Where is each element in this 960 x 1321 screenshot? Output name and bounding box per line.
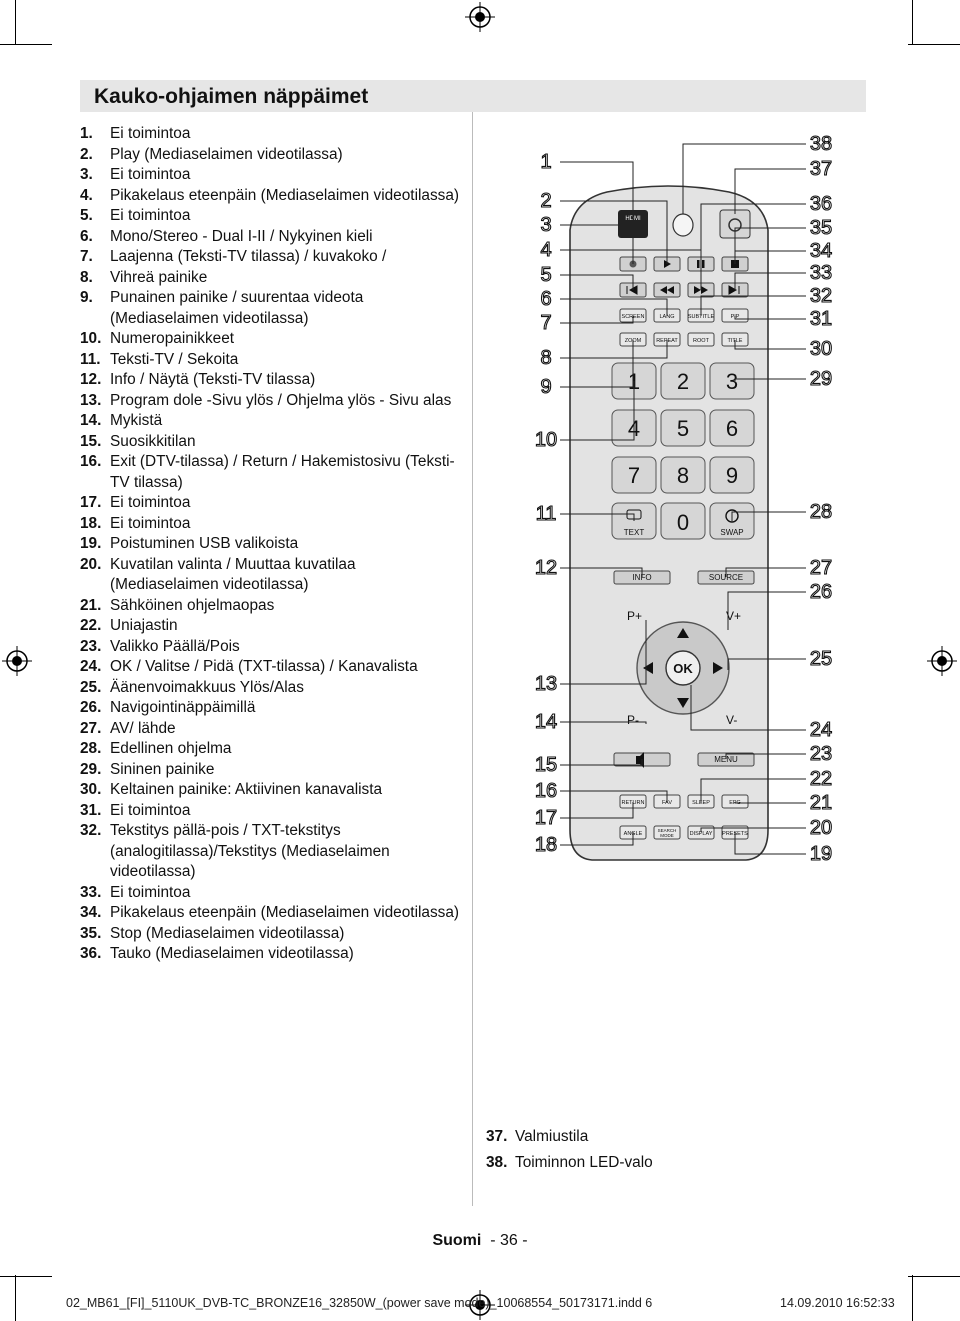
item-text: Navigointinäppäimillä xyxy=(110,699,256,716)
list-item xyxy=(80,678,460,699)
title-label: TITLE xyxy=(727,338,743,344)
item-number: 26. xyxy=(80,699,102,716)
digit-8: 8 xyxy=(676,463,690,488)
item-text: Ei toimintoa xyxy=(110,883,191,901)
list-item xyxy=(80,206,460,227)
item-text: Poistuminen USB valikoista xyxy=(110,535,299,552)
callout-left-6: 6 xyxy=(540,288,552,310)
button-description-list xyxy=(80,124,460,965)
callout-left-10: 10 xyxy=(534,429,558,451)
crop-mark xyxy=(0,1276,52,1277)
item-text: Vihreä painike xyxy=(110,268,208,286)
item-text: Uniajastin xyxy=(110,617,178,634)
digit-0: 0 xyxy=(676,510,690,535)
item-number: 28. xyxy=(80,740,102,757)
item-text: Mykistä xyxy=(110,412,163,429)
callout-right-32: 32 xyxy=(809,285,833,307)
button-description-list-continued xyxy=(486,1124,653,1176)
screen-label: SCREEN xyxy=(621,314,645,320)
sleep-label: SLEEP xyxy=(692,800,710,806)
callout-right-27: 27 xyxy=(809,557,833,579)
callout-left-8: 8 xyxy=(540,347,552,369)
list-item xyxy=(80,165,460,186)
callout-left-14: 14 xyxy=(534,711,558,733)
item-number: 2. xyxy=(80,145,93,163)
item-text: Numeropainikkeet xyxy=(110,330,235,347)
item-number: 29. xyxy=(80,760,102,778)
item-text: Valmiustila xyxy=(515,1128,589,1145)
list-item xyxy=(80,801,460,822)
crop-mark xyxy=(912,0,913,44)
digit-5: 5 xyxy=(676,416,690,441)
item-number: 10. xyxy=(80,330,102,347)
callout-left-3: 3 xyxy=(540,214,552,236)
crop-mark xyxy=(15,0,16,44)
item-text: Teksti-TV / Sekoita xyxy=(110,350,239,368)
v-plus-label: V+ xyxy=(726,609,742,623)
item-number: 22. xyxy=(80,617,102,634)
pause-icon xyxy=(697,260,700,268)
item-number: 18. xyxy=(80,514,102,532)
item-number: 1. xyxy=(80,125,93,142)
list-item xyxy=(80,883,460,904)
slug-timestamp: 14.09.2010 16:52:33 xyxy=(780,1296,895,1310)
callout-right-29: 29 xyxy=(809,368,833,390)
list-item xyxy=(486,1124,653,1150)
list-item xyxy=(80,186,460,207)
epg-label: EPG xyxy=(729,800,741,806)
item-number: 37. xyxy=(486,1128,508,1145)
list-item xyxy=(80,698,460,719)
digit-6: 6 xyxy=(725,416,739,441)
item-text: Sininen painike xyxy=(110,760,215,778)
item-text: Valikko Päällä/Pois xyxy=(110,637,240,655)
digit-4: 4 xyxy=(627,416,641,441)
item-number: 9. xyxy=(80,289,93,306)
list-item xyxy=(80,514,460,535)
item-number: 3. xyxy=(80,166,93,183)
item-text: Play (Mediaselaimen videotilassa) xyxy=(110,145,343,163)
list-item xyxy=(80,350,460,371)
item-text: Stop (Mediaselaimen videotilassa) xyxy=(110,924,345,942)
callout-left-17: 17 xyxy=(534,807,558,829)
list-item xyxy=(80,616,460,637)
item-number: 11. xyxy=(80,350,101,368)
item-number: 24. xyxy=(80,658,102,675)
fav-label: FAV xyxy=(662,800,672,806)
item-text: Program dole -Sivu ylös / Ohjelma ylös - Sivu alas xyxy=(110,391,452,409)
root-label: ROOT xyxy=(693,338,709,344)
item-text: Suosikkitilan xyxy=(110,432,196,450)
callout-right-19: 19 xyxy=(809,843,833,865)
item-text: OK / Valitse / Pidä (TXT-tilassa) / Kanavalista xyxy=(110,658,418,675)
item-text: Punainen painike / suurentaa videota (Mediaselaimen videotilassa) xyxy=(110,289,364,327)
item-text: Pikakelaus eteenpäin (Mediaselaimen videotilassa) xyxy=(110,186,460,204)
item-number: 15. xyxy=(80,432,102,450)
callout-left-16: 16 xyxy=(534,780,558,802)
item-number: 4. xyxy=(80,186,93,204)
list-item xyxy=(80,534,460,555)
remote-control-diagram xyxy=(496,130,846,870)
callout-right-26: 26 xyxy=(809,581,833,603)
item-number: 21. xyxy=(80,596,102,614)
crop-mark xyxy=(908,1276,960,1277)
item-number: 16. xyxy=(80,453,102,470)
list-item xyxy=(486,1150,653,1176)
hdmi-label: HDMI xyxy=(625,216,641,222)
item-text: Keltainen painike: Aktiivinen kanavalista xyxy=(110,781,383,798)
callout-left-13: 13 xyxy=(534,673,558,695)
list-item xyxy=(80,268,460,289)
list-item xyxy=(80,821,460,883)
display-label: DISPLAY xyxy=(689,831,713,837)
digit-2: 2 xyxy=(676,369,690,394)
list-item xyxy=(80,924,460,945)
callout-left-1: 1 xyxy=(540,151,552,173)
list-item xyxy=(80,227,460,248)
list-item xyxy=(80,288,460,329)
item-number: 33. xyxy=(80,883,102,901)
callout-left-18: 18 xyxy=(534,834,558,856)
callout-right-33: 33 xyxy=(809,262,833,284)
source-label: SOURCE xyxy=(708,573,744,582)
swap-label: SWAP xyxy=(720,528,744,537)
return-label: RETURN xyxy=(621,800,645,806)
right-callout-numbers xyxy=(810,133,832,865)
pip-label: PIP xyxy=(730,314,740,320)
item-number: 12. xyxy=(80,371,102,388)
callout-right-28: 28 xyxy=(809,501,833,523)
item-number: 14. xyxy=(80,412,102,429)
item-text: Tekstitys pällä-pois / TXT-tekstitys (analogitilassa)/Tekstitys (Mediaselaimen videotilassa) xyxy=(110,822,390,880)
list-item xyxy=(80,145,460,166)
item-number: 36. xyxy=(80,945,102,962)
repeat-label: REPEAT xyxy=(656,338,678,344)
list-item xyxy=(80,596,460,617)
item-number: 20. xyxy=(80,555,102,573)
callout-left-2: 2 xyxy=(540,190,552,212)
callout-right-35: 35 xyxy=(809,217,833,239)
registration-mark-icon xyxy=(927,646,957,676)
callout-left-11: 11 xyxy=(535,503,557,525)
list-item xyxy=(80,903,460,924)
item-number: 25. xyxy=(80,678,102,696)
item-number: 32. xyxy=(80,822,102,839)
item-number: 19. xyxy=(80,535,102,552)
list-item xyxy=(80,432,460,453)
item-text: Pikakelaus eteenpäin (Mediaselaimen videotilassa) xyxy=(110,904,460,921)
item-number: 35. xyxy=(80,924,102,942)
footer-language: Suomi xyxy=(432,1232,482,1249)
item-number: 31. xyxy=(80,801,102,819)
item-number: 8. xyxy=(80,268,93,286)
item-number: 38. xyxy=(486,1154,508,1171)
item-text: Mono/Stereo - Dual I-II / Nykyinen kieli xyxy=(110,227,373,245)
search-label: SEARCH xyxy=(657,828,677,833)
registration-mark-icon xyxy=(465,2,495,32)
list-item xyxy=(80,452,460,493)
item-text: Ei toimintoa xyxy=(110,125,191,142)
column-divider xyxy=(472,112,473,1206)
digit-7: 7 xyxy=(627,463,641,488)
v-minus-label: V- xyxy=(726,713,738,727)
p-plus-label: P+ xyxy=(627,609,643,623)
callout-right-37: 37 xyxy=(809,158,833,180)
callout-right-34: 34 xyxy=(809,240,833,262)
list-item xyxy=(80,760,460,781)
item-text: Info / Näytä (Teksti-TV tilassa) xyxy=(110,371,316,388)
item-number: 27. xyxy=(80,719,102,737)
item-text: AV/ lähde xyxy=(110,719,176,737)
callout-right-30: 30 xyxy=(809,338,833,360)
list-item xyxy=(80,493,460,514)
angle-label: ANGLE xyxy=(623,831,643,837)
list-item xyxy=(80,329,460,350)
list-item xyxy=(80,739,460,760)
info-label: INFO xyxy=(632,573,652,582)
led-indicator-icon xyxy=(673,214,693,236)
page-number: - 36 - xyxy=(490,1232,528,1249)
list-item xyxy=(80,370,460,391)
callout-left-9: 9 xyxy=(540,376,552,398)
item-text: Tauko (Mediaselaimen videotilassa) xyxy=(110,945,354,962)
callout-right-23: 23 xyxy=(809,743,833,765)
digit-1: 1 xyxy=(627,369,641,394)
list-item xyxy=(80,944,460,965)
p-minus-label: P- xyxy=(627,713,639,727)
item-number: 23. xyxy=(80,637,102,655)
callout-left-4: 4 xyxy=(540,239,552,261)
ok-label: OK xyxy=(673,661,693,676)
item-text: Ei toimintoa xyxy=(110,801,191,819)
section-header xyxy=(80,80,866,112)
page-title: Kauko-ohjaimen näppäimet xyxy=(94,85,369,108)
list-item xyxy=(80,637,460,658)
mode-label: MODE xyxy=(660,833,674,838)
item-text: Kuvatilan valinta / Muuttaa kuvatilaa (Mediaselaimen videotilassa) xyxy=(110,555,356,593)
item-text: Exit (DTV-tilassa) / Return / Hakemistosivu (Teksti-TV tilassa) xyxy=(110,453,455,491)
item-text: Laajenna (Teksti-TV tilassa) / kuvakoko / xyxy=(110,248,387,265)
left-callout-numbers xyxy=(535,151,557,856)
list-item xyxy=(80,391,460,412)
callout-right-38: 38 xyxy=(809,133,833,155)
presets-label: PRESETS xyxy=(722,831,748,837)
item-text: Ei toimintoa xyxy=(110,207,191,224)
list-item xyxy=(80,247,460,268)
item-number: 6. xyxy=(80,227,93,245)
item-number: 13. xyxy=(80,391,102,409)
item-number: 7. xyxy=(80,248,93,265)
callout-right-36: 36 xyxy=(809,193,833,215)
callout-left-12: 12 xyxy=(534,557,558,579)
registration-mark-icon xyxy=(2,646,32,676)
slug-filename: 02_MB61_[FI]_5110UK_DVB-TC_BRONZE16_32850W_(power save mode)_10068554_50173171.indd 6 xyxy=(66,1296,653,1310)
list-item xyxy=(80,124,460,145)
crop-mark xyxy=(908,44,960,45)
item-number: 30. xyxy=(80,781,102,798)
callout-left-7: 7 xyxy=(540,312,552,334)
list-item xyxy=(80,719,460,740)
item-text: Toiminnon LED-valo xyxy=(515,1154,653,1171)
digit-9: 9 xyxy=(725,463,739,488)
crop-mark xyxy=(0,44,52,45)
item-text: Sähköinen ohjelmaopas xyxy=(110,596,275,614)
item-number: 5. xyxy=(80,207,93,224)
zoom-label: ZOOM xyxy=(624,338,642,344)
item-number: 34. xyxy=(80,904,102,921)
callout-right-31: 31 xyxy=(809,308,833,330)
callout-right-24: 24 xyxy=(809,719,833,741)
callout-right-21: 21 xyxy=(809,792,833,814)
print-slug xyxy=(0,1290,960,1316)
item-text: Äänenvoimakkuus Ylös/Alas xyxy=(110,678,304,696)
list-item xyxy=(80,555,460,596)
list-item xyxy=(80,657,460,678)
callout-right-25: 25 xyxy=(809,648,833,670)
digit-3: 3 xyxy=(725,369,739,394)
page-footer xyxy=(0,1232,960,1250)
item-text: Ei toimintoa xyxy=(110,166,191,183)
item-text: Ei toimintoa xyxy=(110,494,191,511)
menu-label: MENU xyxy=(714,755,738,764)
text-label: TEXT xyxy=(623,528,645,537)
item-number: 17. xyxy=(80,494,102,511)
lang-label: LANG xyxy=(659,314,675,320)
callout-right-20: 20 xyxy=(809,817,833,839)
item-text: Ei toimintoa xyxy=(110,514,191,532)
callout-left-15: 15 xyxy=(534,754,558,776)
subtitle-label: SUBTITLE xyxy=(687,314,715,320)
list-item xyxy=(80,780,460,801)
list-item xyxy=(80,411,460,432)
callout-left-5: 5 xyxy=(540,264,552,286)
item-text: Edellinen ohjelma xyxy=(110,740,232,757)
callout-right-22: 22 xyxy=(809,768,833,790)
